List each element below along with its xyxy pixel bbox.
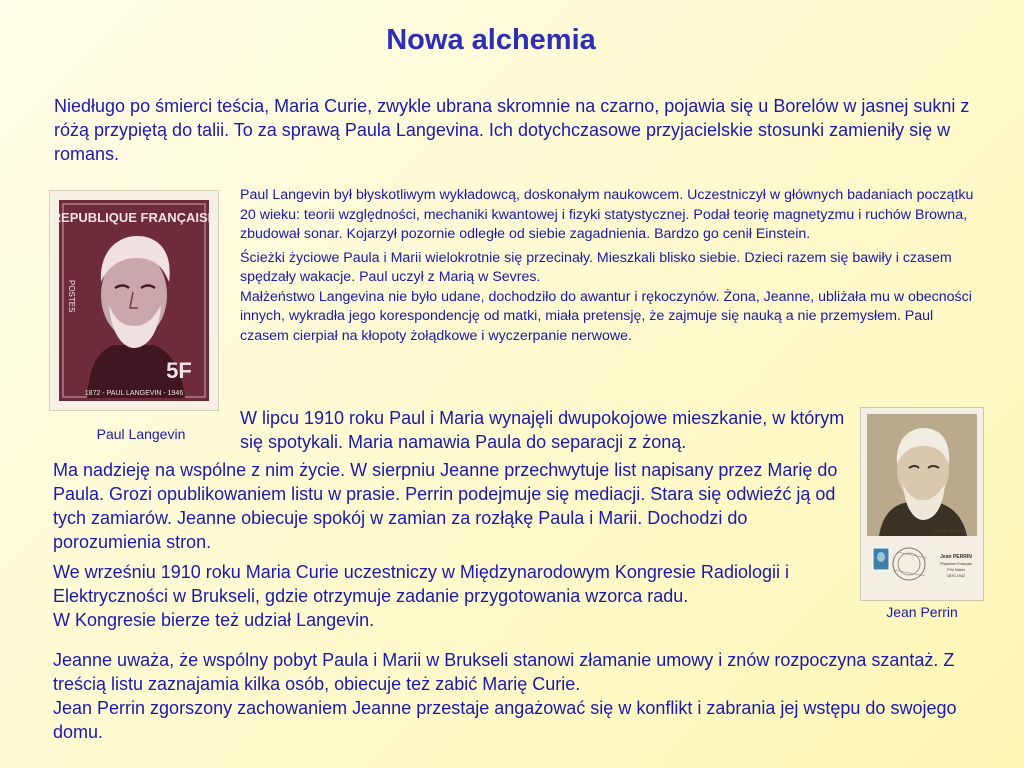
card-name-text: Jean PERRIN	[940, 554, 972, 560]
perrin-illustration	[861, 408, 983, 600]
paragraph-line: Jeanne uważa, że wspólny pobyt Paula i Marii w Brukseli stanowi złamanie umowy i znów rozpoczyna szantaż. Z treścią listu zaznajamia kilka osób, obiecuje też zabić Marię Curie.	[53, 650, 955, 694]
paragraph-line: W Kongresie bierze też udział Langevin.	[53, 610, 375, 630]
card-signature-text: Pierre G. Bertrand	[932, 528, 965, 533]
stamp-illustration	[59, 200, 209, 401]
intro-paragraph: Niedługo po śmierci teścia, Maria Curie, zwykle ubrana skromnie na czarno, pojawia się u Borelów w jasnej sukni z różą przypiętą do talii. To za sprawą Paula Langevina. Ich dotychczasowe przyjacielskie stosunki zamieniły się w romans.	[54, 96, 970, 164]
bio-paragraph: Małżeństwo Langevina nie było udane, dochodziło do awantur i rękoczynów. Żona, Jeanne, ubliżała mu w obecności innych, wykradła jego korespondencję od matki, miała pretensję, że zajmuje się nauką a nie przemysłem. Paul czasem cierpiał na kłopoty żołądkowe i wyczerpanie nerwowe.	[240, 288, 972, 344]
card-line4-text: 1870-1942	[946, 574, 966, 578]
stamp-postes-text: POSTES	[67, 280, 76, 313]
paragraph-september-1910	[53, 560, 863, 632]
jean-perrin-card-image	[861, 408, 983, 600]
langevin-stamp-image	[50, 191, 218, 410]
langevin-bio	[240, 186, 980, 346]
stamp-country-text: REPUBLIQUE FRANÇAISE	[59, 210, 209, 225]
paragraph-hope: Ma nadzieję na wspólne z nim życie. W sierpniu Jeanne przechwytuje list napisany przez Marię do Paula. Grozi opublikowaniem listu w prasie. Perrin podejmuje się mediacji. Stara się odwieźć ją od tych zamiarów. Jeanne obiecuje spokój w zamian za rozłąkę Paula i Marii. Dochodzi do porozumienia stron.	[53, 460, 838, 552]
paul-langevin-caption: Paul Langevin	[96, 426, 186, 442]
stamp-years-text: 1872 - PAUL LANGEVIN - 1946	[84, 390, 184, 397]
paragraph-july-1910: W lipcu 1910 roku Paul i Maria wynajęli dwupokojowe mieszkanie, w którym się spotykali. Maria namawia Paula do separacji z żoną.	[240, 408, 845, 452]
card-line3-text: Prix Nobel	[947, 568, 965, 572]
stamp-value-text: 5F	[166, 358, 192, 383]
bio-paragraph: Ścieżki życiowe Paula i Marii wielokrotnie się przecinały. Mieszkali blisko siebie. Dzieci razem się bawiły i czasem spędzały wakacje. Paul uczył z Marią w Sevres.	[240, 249, 952, 285]
bio-paragraph: Paul Langevin był błyskotliwym wykładowcą, doskonałym naukowcem. Uczestniczył w głównych badaniach początku 20 wieku: teorii względności, mechaniki kwantowej i fizyki statystycznej. Podał teorię magnetyzmu i ruchów Browna, zbudował sonar. Kojarzył pozornie odległe od siebie zagadnienia. Bardzo go cenił Einstein.	[240, 187, 974, 242]
stamp-face	[59, 200, 209, 401]
paragraph-line: We wrześniu 1910 roku Maria Curie uczestniczy w Międzynarodowym Kongresie Radiologii i Elektryczności w Brukseli, gdzie otrzymuje zadanie przygotowania wzorca radu.	[53, 562, 789, 606]
paragraph-jeanne	[53, 648, 983, 744]
card-line2-text: Physicien Français	[940, 562, 972, 566]
page-title: Nowa alchemia	[386, 24, 596, 56]
paragraph-line: Jean Perrin zgorszony zachowaniem Jeanne przestaje angażować się w konflikt i zabrania jej wstępu do swojego domu.	[53, 698, 957, 742]
jean-perrin-caption: Jean Perrin	[886, 604, 958, 620]
